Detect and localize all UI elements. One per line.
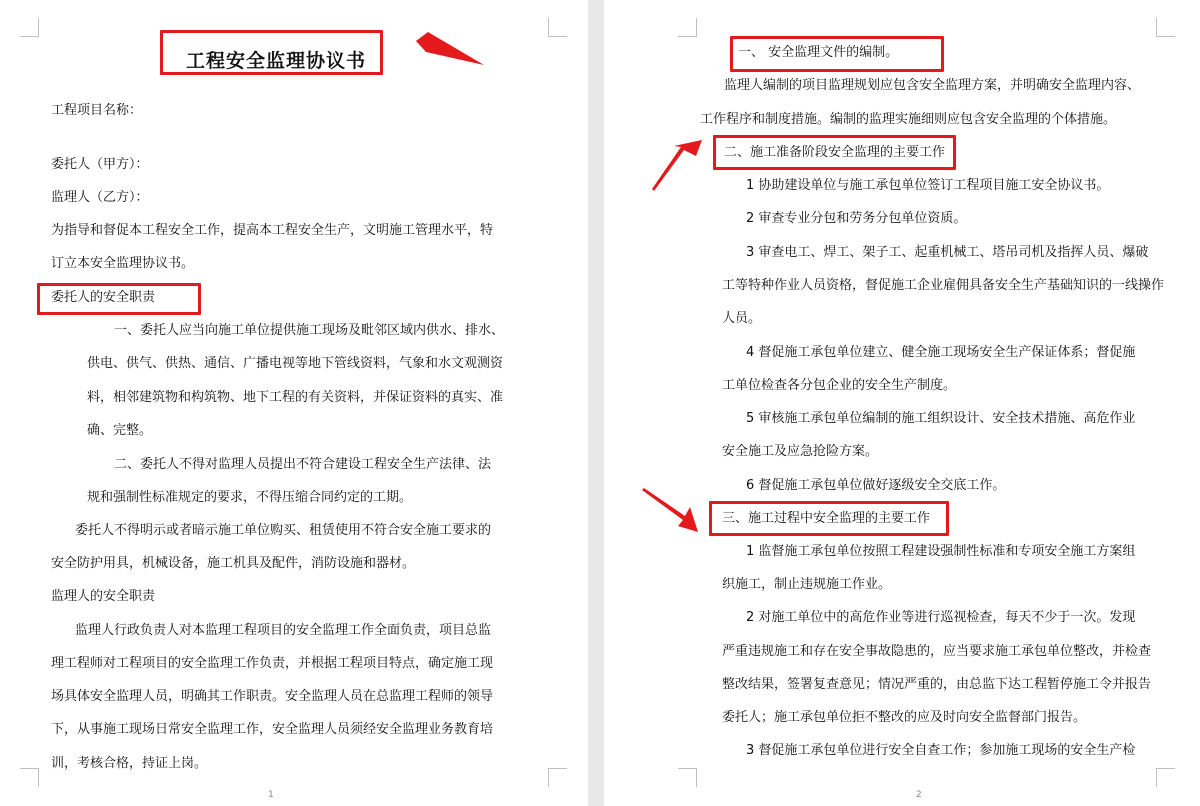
crop-mark (1156, 768, 1175, 787)
paragraph-line: 规和强制性标准规定的要求，不得压缩合同约定的工期。 (87, 490, 413, 505)
list-item: 1 监督施工承包单位按照工程建设强制性标准和专项安全施工方案组 (746, 544, 1136, 559)
highlight-box-section-3 (709, 501, 949, 536)
crop-mark (548, 768, 567, 787)
page-number: 1 (268, 790, 274, 800)
list-item: 3 审查电工、焊工、架子工、起重机械工、塔吊司机及指挥人员、爆破 (746, 245, 1149, 260)
list-item: 2 审查专业分包和劳务分包单位资质。 (746, 211, 967, 226)
list-item: 织施工，制止违规施工作业。 (722, 577, 892, 592)
paragraph-line: 一、委托人应当向施工单位提供施工现场及毗邻区域内供水、排水、 (114, 323, 505, 338)
paragraph-line: 监理人编制的项目监理规划应包含安全监理方案，并明确安全监理内容、 (724, 78, 1141, 93)
highlight-box-title (160, 30, 383, 75)
page-number: 2 (916, 790, 922, 800)
list-item: 3 督促施工承包单位进行安全自查工作；参加施工现场的安全生产检 (746, 743, 1136, 758)
list-item: 严重违规施工和存在安全事故隐患的，应当要求施工承包单位整改，并检查 (722, 644, 1152, 659)
section-heading: 委托人的安全职责 (51, 290, 156, 305)
list-item: 4 督促施工承包单位建立、健全施工现场安全生产保证体系；督促施 (746, 345, 1136, 360)
list-item: 1 协助建设单位与施工承包单位签订工程项目施工安全协议书。 (746, 178, 1110, 193)
section-heading: 三、施工过程中安全监理的主要工作 (722, 511, 931, 526)
highlight-box-section-1 (730, 36, 944, 72)
crop-mark (20, 768, 39, 787)
paragraph-line: 下，从事施工现场日常安全监理工作，安全监理人员须经安全监理业务教育培 (51, 722, 494, 737)
document-title: 工程安全监理协议书 (186, 50, 367, 72)
document-page-1 (0, 0, 588, 806)
list-item: 整改结果，签署复查意见；情况严重的，由总监下达工程暂停施工令并报告 (722, 677, 1152, 692)
list-item: 委托人；施工承包单位拒不整改的应及时向安全监督部门报告。 (722, 710, 1087, 725)
paragraph-line: 工作程序和制度措施。编制的监理实施细则应包含安全监理的个体措施。 (700, 112, 1117, 127)
list-item: 安全施工及应急抢险方案。 (722, 444, 879, 459)
paragraph-line: 订立本安全监理协议书。 (51, 256, 195, 271)
pointer-arrow-icon (400, 28, 500, 78)
paragraph-line: 监理人（乙方）： (51, 190, 149, 205)
crop-mark (678, 18, 697, 37)
section-heading: 一、 安全监理文件的编制。 (738, 45, 899, 60)
paragraph-line: 二、委托人不得对监理人员提出不符合建设工程安全生产法律、法 (114, 457, 492, 472)
pointer-arrow-icon (648, 136, 704, 196)
list-item: 6 督促施工承包单位做好逐级安全交底工作。 (746, 478, 1006, 493)
section-heading: 二、施工准备阶段安全监理的主要工作 (724, 145, 946, 160)
paragraph-line: 料，相邻建筑物和构筑物、地下工程的有关资料，并保证资料的真实、准 (87, 390, 504, 405)
document-page-2 (604, 0, 1200, 806)
crop-mark (20, 18, 39, 37)
list-item: 工单位检查各分包企业的安全生产制度。 (722, 378, 957, 393)
paragraph-line: 训，考核合格，持证上岗。 (51, 756, 208, 771)
paragraph-line: 供电、供气、供热、通信、广播电视等地下管线资料，气象和水文观测资 (87, 356, 504, 371)
crop-mark (1156, 18, 1175, 37)
paragraph-line: 委托人不得明示或者暗示施工单位购买、租赁使用不符合安全施工要求的 (75, 523, 492, 538)
pointer-arrow-icon (638, 486, 702, 536)
paragraph-line: 监理人行政负责人对本监理工程项目的安全监理工作全面负责，项目总监 (75, 623, 492, 638)
paragraph-line: 为指导和督促本工程安全工作，提高本工程安全生产，文明施工管理水平，特 (51, 223, 494, 238)
list-item: 人员。 (722, 311, 762, 326)
list-item: 5 审核施工承包单位编制的施工组织设计、安全技术措施、高危作业 (746, 411, 1136, 426)
list-item: 工等特种作业人员资格，督促施工企业雇佣具备安全生产基础知识的一线操作 (722, 278, 1165, 293)
paragraph-line: 委托人（甲方）： (51, 157, 149, 172)
crop-mark (548, 18, 567, 37)
paragraph-line: 场具体安全监理人员，明确其工作职责。安全监理人员在总监理工程师的领导 (51, 689, 494, 704)
paragraph-line: 理工程师对工程项目的安全监理工作负责，并根据工程项目特点，确定施工现 (51, 656, 494, 671)
paragraph-line: 工程项目名称： (51, 103, 143, 118)
highlight-box-section (37, 283, 201, 315)
highlight-box-section-2 (713, 135, 956, 170)
paragraph-line: 安全防护用具，机械设备，施工机具及配件，消防设施和器材。 (51, 556, 416, 571)
crop-mark (678, 768, 697, 787)
section-heading: 监理人的安全职责 (51, 589, 156, 604)
paragraph-line: 确、完整。 (87, 423, 153, 438)
list-item: 2 对施工单位中的高危作业等进行巡视检查，每天不少于一次。发现 (746, 610, 1136, 625)
